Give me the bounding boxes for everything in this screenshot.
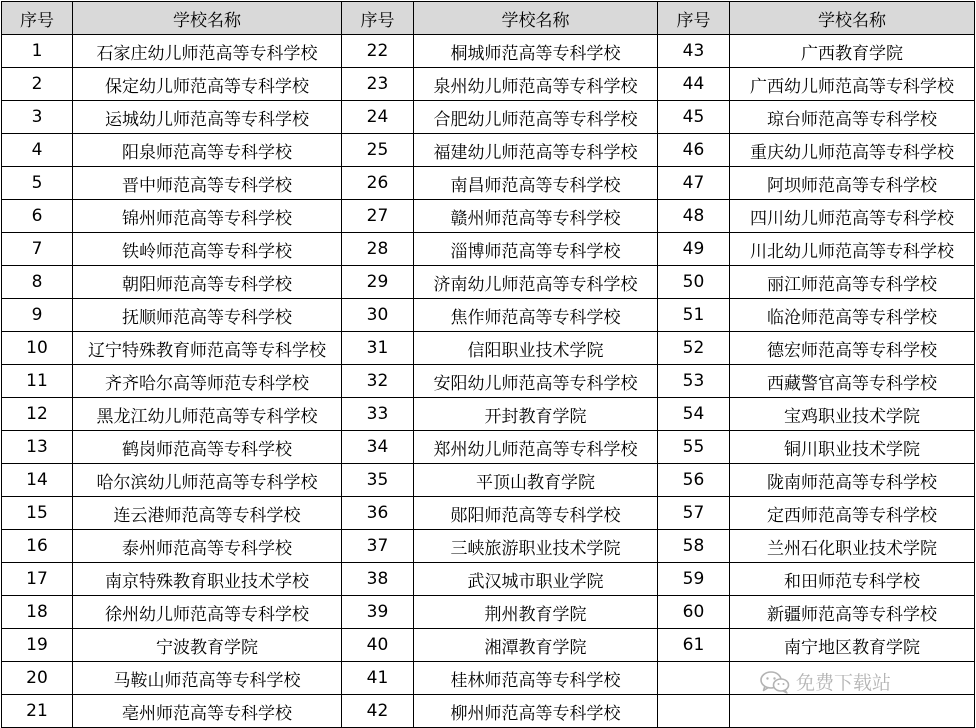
cell-school-name-2: 合肥幼儿师范高等专科学校 bbox=[414, 101, 658, 134]
cell-number-3: 55 bbox=[658, 431, 730, 464]
cell-number-3: 50 bbox=[658, 266, 730, 299]
school-list-table bbox=[1, 1, 975, 728]
cell-school-name-1: 南京特殊教育职业技术学校 bbox=[73, 563, 342, 596]
cell-number-3 bbox=[658, 662, 730, 695]
cell-number-3: 53 bbox=[658, 365, 730, 398]
cell-school-name-1: 运城幼儿师范高等专科学校 bbox=[73, 101, 342, 134]
header-number-3: 序号 bbox=[658, 2, 730, 35]
cell-number-1: 6 bbox=[2, 200, 73, 233]
table-row bbox=[2, 497, 975, 530]
cell-school-name-2: 柳州师范高等专科学校 bbox=[414, 695, 658, 728]
cell-number-3: 58 bbox=[658, 530, 730, 563]
cell-school-name-1: 石家庄幼儿师范高等专科学校 bbox=[73, 35, 342, 68]
cell-school-name-1: 哈尔滨幼儿师范高等专科学校 bbox=[73, 464, 342, 497]
cell-number-2: 40 bbox=[342, 629, 414, 662]
table-row bbox=[2, 332, 975, 365]
cell-number-2: 28 bbox=[342, 233, 414, 266]
table-row bbox=[2, 662, 975, 695]
cell-school-name-1: 泰州师范高等专科学校 bbox=[73, 530, 342, 563]
cell-school-name-2: 赣州师范高等专科学校 bbox=[414, 200, 658, 233]
cell-school-name-3: 兰州石化职业技术学院 bbox=[730, 530, 975, 563]
cell-school-name-1: 宁波教育学院 bbox=[73, 629, 342, 662]
cell-number-2: 32 bbox=[342, 365, 414, 398]
cell-number-3: 56 bbox=[658, 464, 730, 497]
table-row bbox=[2, 596, 975, 629]
cell-school-name-3: 定西师范高等专科学校 bbox=[730, 497, 975, 530]
cell-number-1: 20 bbox=[2, 662, 73, 695]
cell-number-2: 38 bbox=[342, 563, 414, 596]
cell-number-1: 18 bbox=[2, 596, 73, 629]
cell-school-name-2: 信阳职业技术学院 bbox=[414, 332, 658, 365]
cell-number-1: 11 bbox=[2, 365, 73, 398]
cell-number-2: 34 bbox=[342, 431, 414, 464]
cell-number-3: 43 bbox=[658, 35, 730, 68]
cell-number-2: 31 bbox=[342, 332, 414, 365]
table-row bbox=[2, 464, 975, 497]
table-row bbox=[2, 563, 975, 596]
header-number-2: 序号 bbox=[342, 2, 414, 35]
cell-school-name-2: 三峡旅游职业技术学院 bbox=[414, 530, 658, 563]
cell-number-3: 48 bbox=[658, 200, 730, 233]
cell-school-name-1: 铁岭师范高等专科学校 bbox=[73, 233, 342, 266]
cell-number-1: 15 bbox=[2, 497, 73, 530]
cell-school-name-3: 南宁地区教育学院 bbox=[730, 629, 975, 662]
cell-school-name-3: 和田师范专科学校 bbox=[730, 563, 975, 596]
cell-school-name-1: 连云港师范高等专科学校 bbox=[73, 497, 342, 530]
cell-school-name-3 bbox=[730, 695, 975, 728]
cell-school-name-1: 齐齐哈尔高等师范专科学校 bbox=[73, 365, 342, 398]
cell-number-3: 54 bbox=[658, 398, 730, 431]
cell-school-name-1: 晋中师范高等专科学校 bbox=[73, 167, 342, 200]
cell-number-1: 9 bbox=[2, 299, 73, 332]
cell-number-2: 33 bbox=[342, 398, 414, 431]
cell-number-2: 25 bbox=[342, 134, 414, 167]
cell-number-2: 29 bbox=[342, 266, 414, 299]
cell-school-name-3: 新疆师范高等专科学校 bbox=[730, 596, 975, 629]
cell-number-1: 8 bbox=[2, 266, 73, 299]
cell-number-3: 52 bbox=[658, 332, 730, 365]
table-row bbox=[2, 695, 975, 728]
cell-number-1: 2 bbox=[2, 68, 73, 101]
table-row bbox=[2, 134, 975, 167]
cell-school-name-3: 广西教育学院 bbox=[730, 35, 975, 68]
cell-school-name-3: 陇南师范高等专科学校 bbox=[730, 464, 975, 497]
cell-number-3: 61 bbox=[658, 629, 730, 662]
cell-school-name-3: 宝鸡职业技术学院 bbox=[730, 398, 975, 431]
table-row bbox=[2, 365, 975, 398]
cell-school-name-1: 抚顺师范高等专科学校 bbox=[73, 299, 342, 332]
cell-number-3: 57 bbox=[658, 497, 730, 530]
cell-number-1: 5 bbox=[2, 167, 73, 200]
cell-school-name-1: 朝阳师范高等专科学校 bbox=[73, 266, 342, 299]
table-row bbox=[2, 233, 975, 266]
cell-school-name-2: 郧阳师范高等专科学校 bbox=[414, 497, 658, 530]
cell-number-1: 3 bbox=[2, 101, 73, 134]
cell-school-name-3: 阿坝师范高等专科学校 bbox=[730, 167, 975, 200]
cell-number-2: 22 bbox=[342, 35, 414, 68]
cell-number-2: 35 bbox=[342, 464, 414, 497]
header-school-name-2: 学校名称 bbox=[414, 2, 658, 35]
cell-school-name-3: 铜川职业技术学院 bbox=[730, 431, 975, 464]
table-row bbox=[2, 629, 975, 662]
cell-school-name-1: 鹤岗师范高等专科学校 bbox=[73, 431, 342, 464]
cell-school-name-2: 焦作师范高等专科学校 bbox=[414, 299, 658, 332]
cell-number-3: 49 bbox=[658, 233, 730, 266]
cell-number-2: 27 bbox=[342, 200, 414, 233]
cell-number-1: 16 bbox=[2, 530, 73, 563]
cell-number-2: 30 bbox=[342, 299, 414, 332]
cell-number-1: 17 bbox=[2, 563, 73, 596]
cell-number-3: 59 bbox=[658, 563, 730, 596]
cell-number-3: 51 bbox=[658, 299, 730, 332]
cell-school-name-3: 重庆幼儿师范高等专科学校 bbox=[730, 134, 975, 167]
cell-number-3 bbox=[658, 695, 730, 728]
cell-number-1: 14 bbox=[2, 464, 73, 497]
cell-school-name-2: 桐城师范高等专科学校 bbox=[414, 35, 658, 68]
cell-number-2: 24 bbox=[342, 101, 414, 134]
cell-school-name-3 bbox=[730, 662, 975, 695]
cell-number-2: 41 bbox=[342, 662, 414, 695]
table-row bbox=[2, 266, 975, 299]
cell-school-name-3: 四川幼儿师范高等专科学校 bbox=[730, 200, 975, 233]
cell-school-name-1: 徐州幼儿师范高等专科学校 bbox=[73, 596, 342, 629]
cell-number-1: 10 bbox=[2, 332, 73, 365]
cell-school-name-3: 琼台师范高等专科学校 bbox=[730, 101, 975, 134]
cell-school-name-2: 安阳幼儿师范高等专科学校 bbox=[414, 365, 658, 398]
cell-number-3: 47 bbox=[658, 167, 730, 200]
cell-number-2: 42 bbox=[342, 695, 414, 728]
cell-school-name-3: 德宏师范高等专科学校 bbox=[730, 332, 975, 365]
cell-number-2: 39 bbox=[342, 596, 414, 629]
cell-number-3: 44 bbox=[658, 68, 730, 101]
cell-school-name-3: 临沧师范高等专科学校 bbox=[730, 299, 975, 332]
cell-school-name-1: 阳泉师范高等专科学校 bbox=[73, 134, 342, 167]
cell-school-name-1: 亳州师范高等专科学校 bbox=[73, 695, 342, 728]
cell-number-1: 7 bbox=[2, 233, 73, 266]
cell-school-name-1: 锦州师范高等专科学校 bbox=[73, 200, 342, 233]
cell-school-name-1: 马鞍山师范高等专科学校 bbox=[73, 662, 342, 695]
cell-school-name-2: 桂林师范高等专科学校 bbox=[414, 662, 658, 695]
cell-number-1: 4 bbox=[2, 134, 73, 167]
cell-school-name-2: 泉州幼儿师范高等专科学校 bbox=[414, 68, 658, 101]
cell-school-name-2: 平顶山教育学院 bbox=[414, 464, 658, 497]
cell-school-name-2: 南昌师范高等专科学校 bbox=[414, 167, 658, 200]
cell-number-3: 45 bbox=[658, 101, 730, 134]
cell-number-1: 12 bbox=[2, 398, 73, 431]
header-school-name-3: 学校名称 bbox=[730, 2, 975, 35]
table-row bbox=[2, 200, 975, 233]
cell-school-name-3: 广西幼儿师范高等专科学校 bbox=[730, 68, 975, 101]
cell-school-name-1: 辽宁特殊教育师范高等专科学校 bbox=[73, 332, 342, 365]
cell-school-name-2: 湘潭教育学院 bbox=[414, 629, 658, 662]
table-row bbox=[2, 101, 975, 134]
cell-school-name-2: 荆州教育学院 bbox=[414, 596, 658, 629]
header-number-1: 序号 bbox=[2, 2, 73, 35]
cell-number-1: 13 bbox=[2, 431, 73, 464]
cell-school-name-3: 西藏警官高等专科学校 bbox=[730, 365, 975, 398]
cell-school-name-2: 武汉城市职业学院 bbox=[414, 563, 658, 596]
table-row bbox=[2, 299, 975, 332]
table-row bbox=[2, 530, 975, 563]
cell-school-name-3: 川北幼儿师范高等专科学校 bbox=[730, 233, 975, 266]
table-row bbox=[2, 431, 975, 464]
table-row bbox=[2, 68, 975, 101]
table-row bbox=[2, 35, 975, 68]
table-row bbox=[2, 398, 975, 431]
header-school-name-1: 学校名称 bbox=[73, 2, 342, 35]
cell-number-3: 46 bbox=[658, 134, 730, 167]
cell-number-1: 19 bbox=[2, 629, 73, 662]
cell-school-name-3: 丽江师范高等专科学校 bbox=[730, 266, 975, 299]
cell-number-1: 21 bbox=[2, 695, 73, 728]
cell-number-2: 23 bbox=[342, 68, 414, 101]
cell-school-name-1: 黑龙江幼儿师范高等专科学校 bbox=[73, 398, 342, 431]
cell-school-name-2: 郑州幼儿师范高等专科学校 bbox=[414, 431, 658, 464]
cell-school-name-2: 开封教育学院 bbox=[414, 398, 658, 431]
watermark-text: 免费下载站 bbox=[796, 672, 892, 694]
cell-school-name-1: 保定幼儿师范高等专科学校 bbox=[73, 68, 342, 101]
header-row bbox=[2, 2, 975, 35]
cell-number-3: 60 bbox=[658, 596, 730, 629]
cell-school-name-2: 淄博师范高等专科学校 bbox=[414, 233, 658, 266]
cell-school-name-2: 福建幼儿师范高等专科学校 bbox=[414, 134, 658, 167]
cell-number-1: 1 bbox=[2, 35, 73, 68]
table-body bbox=[2, 35, 975, 728]
cell-school-name-2: 济南幼儿师范高等专科学校 bbox=[414, 266, 658, 299]
cell-number-2: 26 bbox=[342, 167, 414, 200]
cell-number-2: 37 bbox=[342, 530, 414, 563]
table-row bbox=[2, 167, 975, 200]
cell-number-2: 36 bbox=[342, 497, 414, 530]
